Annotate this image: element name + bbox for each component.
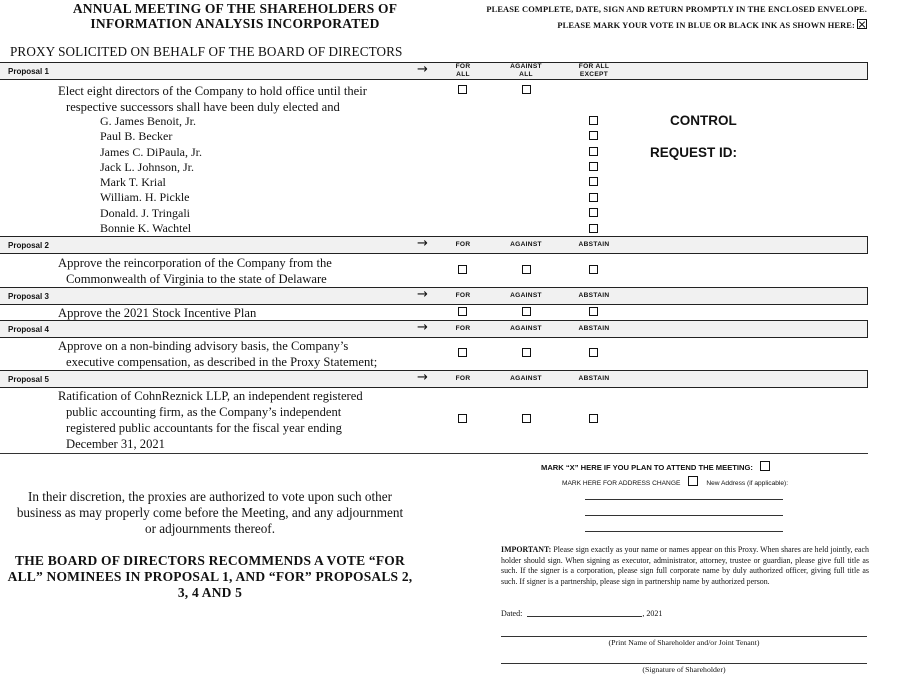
dated-label: Dated: [501,609,523,618]
proposal-3-text-1: Approve the 2021 Stock Incentive Plan [58,306,257,320]
nominee-6: William. H. Pickle [100,190,190,204]
nominee-4-except-checkbox[interactable] [589,162,598,171]
col-for: FOR [455,241,471,248]
proposal-5-text-4: December 31, 2021 [66,437,165,451]
nominee-4: Jack L. Johnson, Jr. [100,160,194,174]
address-change-checkbox[interactable] [688,476,698,486]
proposal-1-against-all-checkbox[interactable] [522,85,531,94]
proposal-5-text-1: Ratification of CohnReznick LLP, an independent registered [58,389,363,403]
print-name-caption: (Print Name of Shareholder and/or Joint Tenant) [608,638,760,647]
discretion-line-1: In their discretion, the proxies are authorized to vote upon such other [27,489,392,504]
proposal-3-label: Proposal 3 [8,292,49,301]
proposal-2-for-checkbox[interactable] [458,265,467,274]
important-notice [501,545,869,588]
nominee-2: Paul B. Becker [100,129,173,143]
col-against: AGAINST [510,325,542,332]
solicitation-heading: PROXY SOLICITED ON BEHALF OF THE BOARD OF DIRECTORS [10,44,403,59]
col-abstain: ABSTAIN [578,325,610,332]
proposal-5-against-checkbox[interactable] [522,414,531,423]
proposal-2-text-2: Commonwealth of Virginia to the state of Delaware [66,272,327,286]
discretion-line-2: business as may properly come before the Meeting, and any adjournment [16,505,404,520]
proposal-5-band [0,370,868,388]
discretion-line-3: or adjournments thereof. [144,521,275,536]
address-change-label: MARK HERE FOR ADDRESS CHANGE [562,480,681,487]
proposal-2-label: Proposal 2 [8,241,49,250]
col-against: AGAINST [510,292,542,299]
col-against: AGAINST [510,375,542,382]
proposal-3-abstain-checkbox[interactable] [589,307,598,316]
new-address-line-3[interactable] [585,531,783,532]
nominee-5: Mark T. Krial [100,175,166,189]
section-divider [0,453,868,454]
ink-instruction [557,18,867,30]
col-abstain: ABSTAIN [578,292,610,299]
proposal-5-abstain-checkbox[interactable] [589,414,598,423]
dated-input-line[interactable] [527,616,642,617]
title-line-2: INFORMATION ANALYSIS INCORPORATED [90,16,380,31]
new-address-line-1[interactable] [585,499,783,500]
nominee-7-except-checkbox[interactable] [589,208,598,217]
board-line-2: ALL” NOMINEES IN PROPOSAL 1, AND “FOR” PROPOSALS 2, [7,569,413,584]
ink-instruction-text: PLEASE MARK YOUR VOTE IN BLUE OR BLACK INK AS SHOWN HERE: [557,21,855,30]
col-for: FOR [455,375,471,382]
nominee-7: Donald. J. Tringali [100,206,191,220]
proposal-2-band [0,236,868,254]
nominee-3-except-checkbox[interactable] [589,147,598,156]
proposal-2-text-1: Approve the reincorporation of the Company from the [58,256,332,270]
col-against: AGAINST [510,241,542,248]
col-for-all-except: FOR ALL EXCEPT [578,63,610,78]
proposal-4-text-2: executive compensation, as described in the Proxy Statement; [66,355,378,369]
proposal-5-text-3: registered public accountants for the fiscal year ending [66,421,342,435]
proposal-4-label: Proposal 4 [8,325,49,334]
proposal-1-text-1: Elect eight directors of the Company to hold office until their [58,84,367,98]
nominee-3: James C. DiPaula, Jr. [100,145,202,159]
form-title [0,1,470,31]
proposal-5-for-checkbox[interactable] [458,414,467,423]
proposal-3-band [0,287,868,305]
proposal-5-text-2: public accounting firm, as the Company’s independent [66,405,342,419]
col-abstain: ABSTAIN [578,375,610,382]
col-for: FOR [455,292,471,299]
address-change-row [562,472,788,490]
signature-caption: (Signature of Shareholder) [642,665,726,674]
proposal-5-label: Proposal 5 [8,375,49,384]
col-against-all: AGAINST ALL [510,63,542,78]
nominee-1: G. James Benoit, Jr. [100,114,196,128]
proposal-1-label: Proposal 1 [8,67,49,76]
arrow-right-icon: → [417,236,428,251]
col-for-all: FOR ALL [455,63,471,78]
print-name-line[interactable] [501,636,867,637]
proposal-3-for-checkbox[interactable] [458,307,467,316]
col-abstain: ABSTAIN [578,241,610,248]
proposal-1-text-2: respective successors shall have been duly elected and [66,100,340,114]
control-label: CONTROL [670,113,737,128]
nominee-2-except-checkbox[interactable] [589,131,598,140]
attend-label: MARK “X” HERE IF YOU PLAN TO ATTEND THE MEETING: [541,463,753,472]
proposal-1-for-all-checkbox[interactable] [458,85,467,94]
proposal-4-for-checkbox[interactable] [458,348,467,357]
return-instruction: PLEASE COMPLETE, DATE, SIGN AND RETURN PROMPTLY IN THE ENCLOSED ENVELOPE. [486,5,867,14]
attend-meeting-checkbox[interactable] [760,461,770,471]
new-address-label: New Address (if applicable): [706,480,789,487]
proposal-2-against-checkbox[interactable] [522,265,531,274]
dated-year: , 2021 [642,609,663,618]
sample-marked-checkbox-icon [857,19,867,29]
new-address-line-2[interactable] [585,515,783,516]
discretion-paragraph [0,489,420,537]
col-for: FOR [455,325,471,332]
important-body: Please sign exactly as your name or names appear on this Proxy. When shares are held jointly, each holder should sign. When signing as executor, administrator, attorney, trustee or guardian, please give full title as such. If the signer is a corporation, please sign full corporate name by duly authorized officer, giving full title as such. If signer is a partnership, please sign in partnership name by authorized person. [501,545,870,587]
arrow-right-icon: → [417,370,428,385]
arrow-right-icon: → [417,320,428,335]
arrow-right-icon: → [417,62,428,77]
nominee-1-except-checkbox[interactable] [589,116,598,125]
nominee-6-except-checkbox[interactable] [589,193,598,202]
request-id-label: REQUEST ID: [650,145,738,160]
proposal-1-band [0,62,868,80]
nominee-5-except-checkbox[interactable] [589,177,598,186]
board-line-1: THE BOARD OF DIRECTORS RECOMMENDS A VOTE “FOR [15,553,405,568]
important-heading: IMPORTANT: [501,545,552,554]
proposal-2-abstain-checkbox[interactable] [589,265,598,274]
proposal-4-band [0,320,868,338]
arrow-right-icon: → [417,287,428,302]
signature-line[interactable] [501,663,867,664]
board-recommendation [0,553,420,601]
proposal-4-abstain-checkbox[interactable] [589,348,598,357]
board-line-3: 3, 4 AND 5 [177,585,243,600]
title-line-1: ANNUAL MEETING OF THE SHAREHOLDERS OF [72,1,398,16]
proposal-4-text-1: Approve on a non-binding advisory basis, the Company’s [58,339,349,353]
nominee-8: Bonnie K. Wachtel [100,221,192,235]
proposal-3-against-checkbox[interactable] [522,307,531,316]
proposal-4-against-checkbox[interactable] [522,348,531,357]
dated-row [501,609,662,618]
nominee-8-except-checkbox[interactable] [589,224,598,233]
